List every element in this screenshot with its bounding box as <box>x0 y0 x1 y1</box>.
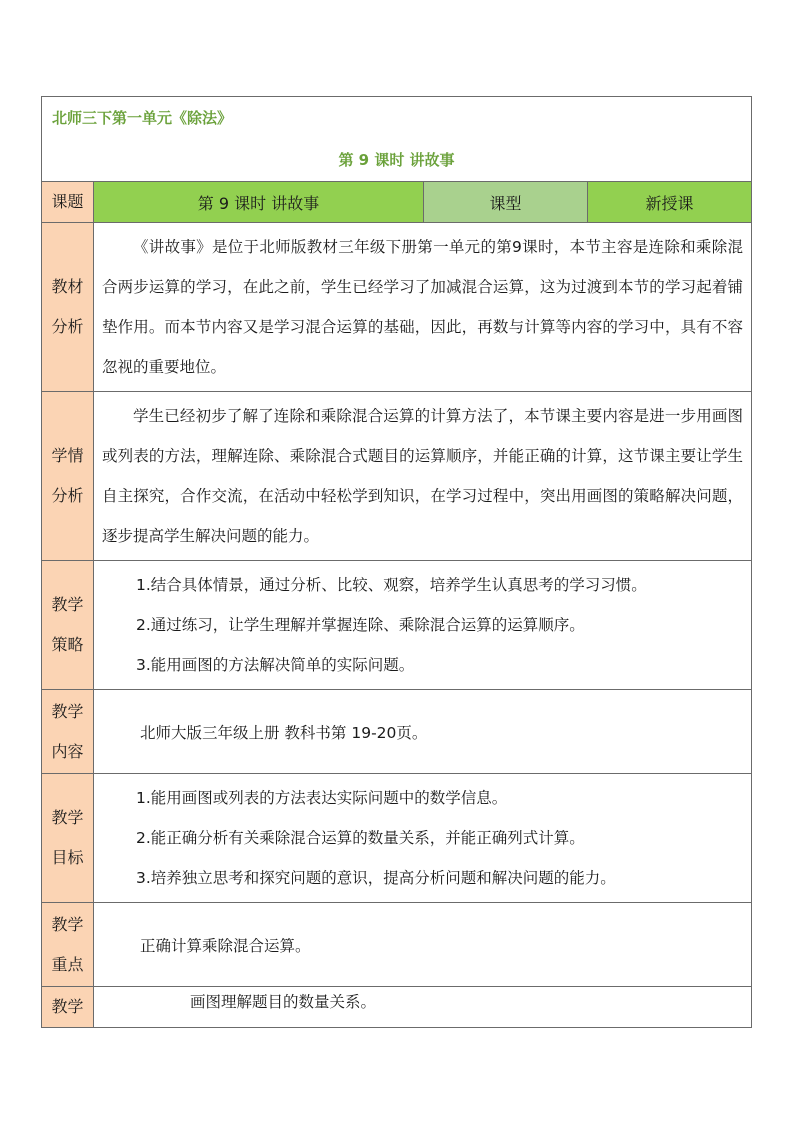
strategy-row <box>42 561 752 690</box>
difficulty-label: 教学 <box>42 987 94 1028</box>
learner-analysis-text: 学生已经初步了解了连除和乘除混合运算的计算方法了，本节课主要内容是进一步用画图或列表的方法，理解连除、乘除混合式题目的运算顺序，并能正确的计算，这节课主要让学生自主探究，合作交流，在活动中轻松学到知识，在学习过程中，突出用画图的策略解决问题，逐步提高学生解决问题的能力。 <box>94 392 752 561</box>
meta-row <box>42 182 752 223</box>
keypoint-label: 教学 重点 <box>42 903 94 987</box>
textbook-analysis-label: 教材 分析 <box>42 223 94 392</box>
lesson-title: 第 9 课时 讲故事 <box>338 151 455 169</box>
content-label: 教学 内容 <box>42 690 94 774</box>
topic-value: 第 9 课时 讲故事 <box>94 182 424 223</box>
textbook-analysis-row <box>42 223 752 392</box>
objectives-label: 教学 目标 <box>42 774 94 903</box>
topic-label: 课题 <box>42 182 94 223</box>
list-item: 3.能用画图的方法解决简单的实际问题。 <box>136 656 415 674</box>
objectives-list <box>94 774 752 903</box>
list-item: 2.能正确分析有关乘除混合运算的数量关系，并能正确列式计算。 <box>136 829 585 847</box>
strategy-label: 教学 策略 <box>42 561 94 690</box>
list-item: 1.能用画图或列表的方法表达实际问题中的数学信息。 <box>136 789 508 807</box>
lesson-plan-page <box>41 96 751 1028</box>
difficulty-row <box>42 987 752 1028</box>
keypoint-row <box>42 903 752 987</box>
content-row <box>42 690 752 774</box>
list-item: 3.培养独立思考和探究问题的意识，提高分析问题和解决问题的能力。 <box>136 869 616 887</box>
difficulty-text: 画图理解题目的数量关系。 <box>94 987 752 1028</box>
textbook-analysis-text: 《讲故事》是位于北师版教材三年级下册第一单元的第9课时，本节主容是连除和乘除混合两步运算的学习，在此之前，学生已经学习了加减混合运算，这为过渡到本节的学习起着铺垫作用。而本节内容又是学习混合运算的基础，因此，再数与计算等内容的学习中，具有不容忽视的重要地位。 <box>94 223 752 392</box>
type-label: 课型 <box>424 182 588 223</box>
learner-analysis-row <box>42 392 752 561</box>
content-text: 北师大版三年级上册 教科书第 19-20页。 <box>94 690 752 774</box>
keypoint-text: 正确计算乘除混合运算。 <box>94 903 752 987</box>
strategy-list <box>94 561 752 690</box>
header-row <box>42 97 752 182</box>
type-value: 新授课 <box>588 182 752 223</box>
header-cell <box>42 97 752 182</box>
list-item: 2.通过练习，让学生理解并掌握连除、乘除混合运算的运算顺序。 <box>136 616 585 634</box>
learner-analysis-label: 学情 分析 <box>42 392 94 561</box>
lesson-plan-table <box>41 96 752 1028</box>
list-item: 1.结合具体情景，通过分析、比较、观察，培养学生认真思考的学习习惯。 <box>136 576 647 594</box>
objectives-row <box>42 774 752 903</box>
course-title: 北师三下第一单元《除法》 <box>52 109 233 127</box>
